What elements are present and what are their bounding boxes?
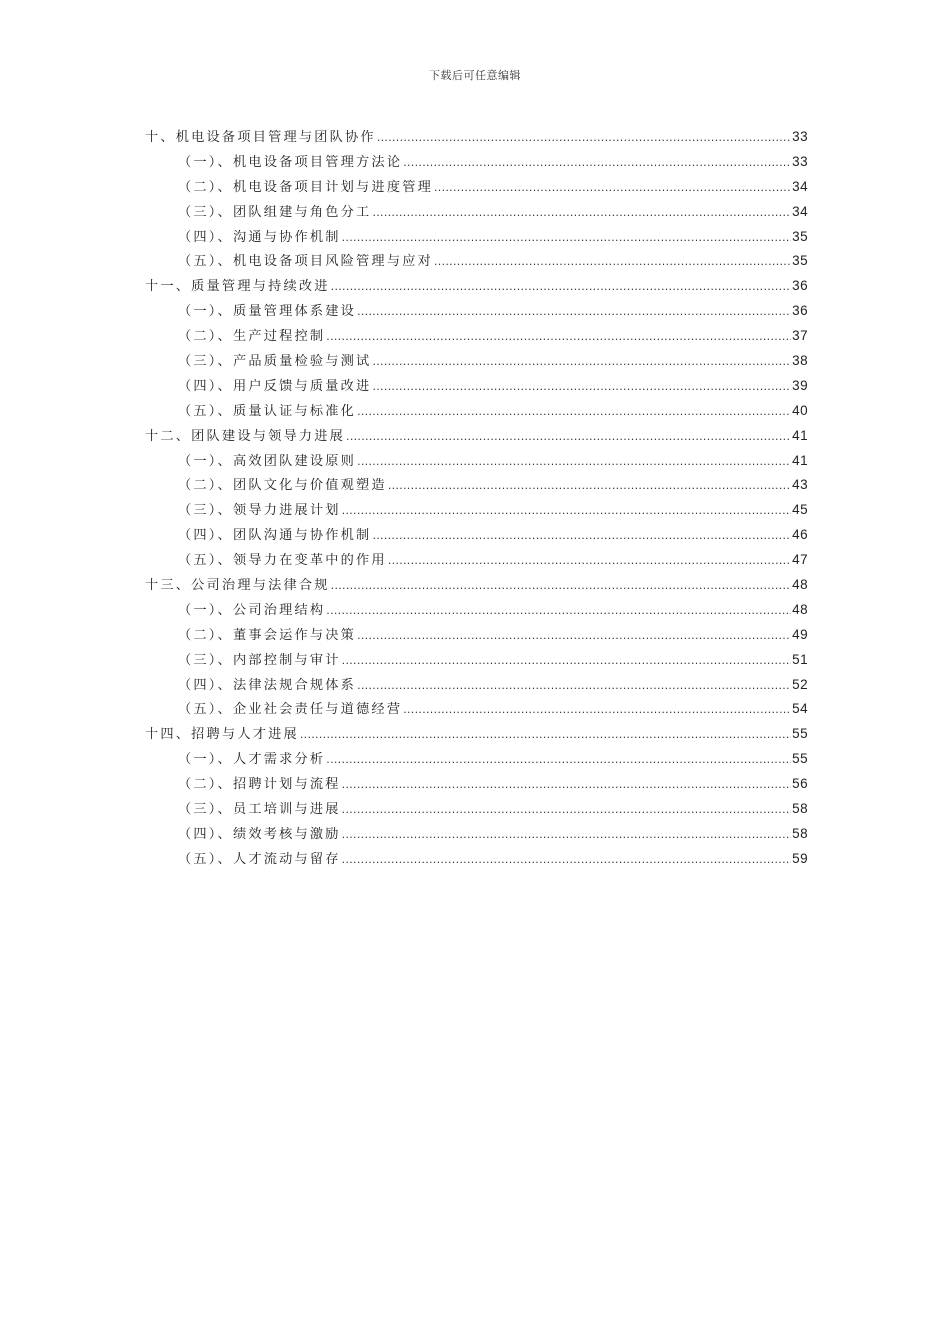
table-of-contents <box>145 125 808 872</box>
toc-leader-dots <box>403 698 791 723</box>
toc-entry-title: （一）、质量管理体系建设 <box>178 304 357 320</box>
toc-entry[interactable] <box>145 747 808 772</box>
toc-leader-dots <box>372 350 791 375</box>
toc-entry-page: 58 <box>792 801 808 817</box>
toc-entry-page: 39 <box>792 377 808 393</box>
toc-entry[interactable] <box>145 822 808 847</box>
toc-leader-dots <box>388 474 791 499</box>
toc-entry-page: 34 <box>792 178 808 194</box>
toc-entry[interactable] <box>145 847 808 872</box>
toc-entry[interactable] <box>145 473 808 498</box>
toc-entry-page: 52 <box>792 676 808 692</box>
toc-entry[interactable] <box>145 150 808 175</box>
toc-entry[interactable] <box>145 324 808 349</box>
toc-entry[interactable] <box>145 225 808 250</box>
toc-entry[interactable] <box>145 424 808 449</box>
toc-entry-page: 37 <box>792 328 808 344</box>
toc-entry-page: 46 <box>792 527 808 543</box>
toc-leader-dots <box>331 275 792 300</box>
toc-entry-page: 55 <box>792 751 808 767</box>
toc-entry-title: （三）、团队组建与角色分工 <box>178 204 372 220</box>
toc-entry[interactable] <box>145 673 808 698</box>
toc-entry-page: 40 <box>792 402 808 418</box>
toc-entry-page: 33 <box>792 129 808 144</box>
toc-leader-dots <box>357 300 791 325</box>
toc-entry-title: （三）、内部控制与审计 <box>178 652 341 668</box>
toc-entry-page: 55 <box>792 726 808 742</box>
toc-entry-page: 35 <box>792 253 808 269</box>
toc-leader-dots <box>357 450 791 475</box>
toc-entry-page: 43 <box>792 477 808 493</box>
toc-entry-page: 35 <box>792 228 808 244</box>
toc-leader-dots <box>434 250 791 275</box>
toc-entry-page: 51 <box>792 651 808 667</box>
toc-entry-title: 十一、质量管理与持续改进 <box>145 279 330 295</box>
toc-entry-title: （五）、企业社会责任与道德经营 <box>178 702 403 718</box>
toc-leader-dots <box>357 624 791 649</box>
toc-entry-title: 十四、招聘与人才进展 <box>145 727 299 743</box>
toc-entry-title: （二）、招聘计划与流程 <box>178 777 341 793</box>
toc-entry[interactable] <box>145 449 808 474</box>
toc-entry[interactable] <box>145 399 808 424</box>
toc-leader-dots <box>342 848 792 873</box>
toc-entry[interactable] <box>145 772 808 797</box>
toc-entry-page: 41 <box>792 427 808 443</box>
toc-leader-dots <box>300 723 791 748</box>
toc-entry[interactable] <box>145 274 808 299</box>
page-header: 下载后可任意编辑 <box>429 69 521 82</box>
toc-leader-dots <box>342 649 792 674</box>
toc-entry-title: 十二、团队建设与领导力进展 <box>145 428 346 444</box>
toc-entry[interactable] <box>145 349 808 374</box>
toc-entry-title: （二）、生产过程控制 <box>178 329 326 345</box>
toc-leader-dots <box>357 400 791 425</box>
toc-entry-page: 49 <box>792 626 808 642</box>
toc-leader-dots <box>388 549 791 574</box>
toc-entry[interactable] <box>145 598 808 623</box>
toc-entry-page: 56 <box>792 776 808 792</box>
toc-leader-dots <box>326 748 791 773</box>
toc-leader-dots <box>342 773 792 798</box>
toc-entry-page: 48 <box>792 601 808 617</box>
toc-entry-title: （四）、沟通与协作机制 <box>178 229 341 245</box>
toc-entry-page: 36 <box>792 278 808 294</box>
toc-entry-title: 十三、公司治理与法律合规 <box>145 578 330 594</box>
toc-entry-title: 十、机电设备项目管理与团队协作 <box>145 130 376 145</box>
toc-leader-dots <box>403 151 791 176</box>
toc-entry-page: 47 <box>792 552 808 568</box>
toc-entry-title: （五）、机电设备项目风险管理与应对 <box>178 254 433 270</box>
toc-entry-title: （一）、机电设备项目管理方法论 <box>178 154 403 170</box>
toc-leader-dots <box>342 798 792 823</box>
toc-entry-title: （四）、法律法规合规体系 <box>178 677 357 693</box>
toc-entry[interactable] <box>145 548 808 573</box>
toc-entry[interactable] <box>145 249 808 274</box>
toc-leader-dots <box>342 226 792 251</box>
toc-leader-dots <box>372 201 791 226</box>
toc-leader-dots <box>434 176 791 201</box>
toc-entry-page: 54 <box>792 701 808 717</box>
toc-entry[interactable] <box>145 498 808 523</box>
toc-entry-title: （三）、领导力进展计划 <box>178 503 341 519</box>
toc-entry-page: 41 <box>792 452 808 468</box>
toc-entry[interactable] <box>145 125 808 150</box>
toc-entry-title: （三）、产品质量检验与测试 <box>178 354 372 370</box>
toc-entry-title: （五）、领导力在变革中的作用 <box>178 553 387 569</box>
toc-entry-title: （四）、用户反馈与质量改进 <box>178 378 372 394</box>
toc-leader-dots <box>342 499 792 524</box>
toc-leader-dots <box>331 574 792 599</box>
toc-entry-page: 34 <box>792 203 808 219</box>
toc-entry-title: （四）、绩效考核与激励 <box>178 826 341 842</box>
toc-leader-dots <box>357 674 791 699</box>
toc-entry[interactable] <box>145 175 808 200</box>
toc-entry-page: 58 <box>792 825 808 841</box>
toc-entry-title: （三）、员工培训与进展 <box>178 802 341 818</box>
toc-entry-page: 48 <box>792 577 808 593</box>
toc-entry-page: 38 <box>792 353 808 369</box>
toc-leader-dots <box>326 325 791 350</box>
toc-entry-title: （二）、团队文化与价值观塑造 <box>178 478 387 494</box>
toc-entry[interactable] <box>145 623 808 648</box>
toc-entry-title: （五）、人才流动与留存 <box>178 851 341 867</box>
toc-entry-title: （一）、高效团队建设原则 <box>178 453 357 469</box>
toc-entry-title: （二）、机电设备项目计划与进度管理 <box>178 179 433 195</box>
toc-entry-page: 45 <box>792 502 808 518</box>
toc-leader-dots <box>377 126 791 151</box>
toc-leader-dots <box>326 599 791 624</box>
toc-entry[interactable] <box>145 374 808 399</box>
toc-leader-dots <box>372 524 791 549</box>
toc-entry-title: （五）、质量认证与标准化 <box>178 403 357 419</box>
toc-leader-dots <box>342 823 792 848</box>
toc-entry[interactable] <box>145 523 808 548</box>
toc-entry-page: 59 <box>792 850 808 866</box>
toc-leader-dots <box>346 425 791 450</box>
toc-leader-dots <box>372 375 791 400</box>
toc-entry-title: （二）、董事会运作与决策 <box>178 627 357 643</box>
toc-entry[interactable] <box>145 299 808 324</box>
toc-entry-title: （一）、人才需求分析 <box>178 752 326 768</box>
toc-entry-title: （四）、团队沟通与协作机制 <box>178 528 372 544</box>
toc-entry[interactable] <box>145 648 808 673</box>
toc-entry[interactable] <box>145 722 808 747</box>
toc-entry[interactable] <box>145 697 808 722</box>
toc-entry-page: 36 <box>792 303 808 319</box>
toc-entry[interactable] <box>145 200 808 225</box>
toc-entry[interactable] <box>145 797 808 822</box>
toc-entry-page: 33 <box>792 153 808 169</box>
toc-entry[interactable] <box>145 573 808 598</box>
toc-entry-title: （一）、公司治理结构 <box>178 602 326 618</box>
